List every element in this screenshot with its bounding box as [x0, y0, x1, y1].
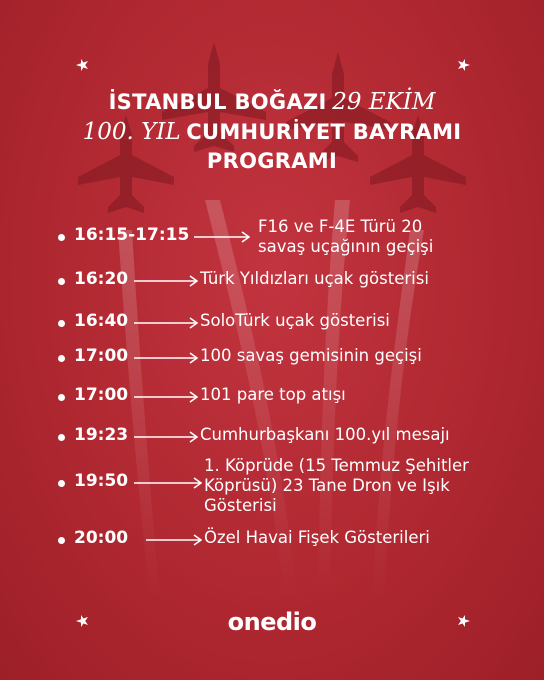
- event-description: 100 savaş gemisinin geçişi: [200, 346, 422, 365]
- bullet: [58, 278, 65, 285]
- event-line: F16 ve F-4E Türü 20: [258, 217, 423, 236]
- arrow-icon: [134, 476, 202, 490]
- event-line: 1. Köprüde (15 Temmuz Şehitler: [204, 456, 469, 475]
- event-line: Köprüsü) 23 Tane Dron ve Işık: [204, 475, 450, 495]
- title-line-2: [0, 118, 544, 148]
- event-time: 19:23: [74, 425, 129, 445]
- event-description: [258, 217, 433, 257]
- brand-logo: onedio: [227, 608, 317, 636]
- arrow-icon: [134, 430, 198, 444]
- bullet: [58, 355, 65, 362]
- bullet: [58, 234, 65, 241]
- event-time: 16:15-17:15: [74, 225, 190, 245]
- event-time: 17:00: [74, 385, 129, 405]
- bullet: [58, 434, 65, 441]
- event-description: Cumhurbaşkanı 100.yıl mesajı: [200, 425, 450, 444]
- title-anniversary: 100. YIL: [82, 118, 181, 145]
- turkish-flag-icon: [38, 38, 92, 92]
- bullet: [58, 537, 65, 544]
- arrow-icon: [134, 316, 198, 330]
- arrow-icon: [134, 274, 198, 288]
- title-line-1: [0, 88, 544, 118]
- event-time: 16:20: [74, 269, 129, 289]
- event-description: [204, 456, 469, 515]
- event-description: SoloTürk uçak gösterisi: [200, 311, 390, 330]
- bullet: [58, 480, 65, 487]
- title-program: PROGRAMI: [206, 148, 338, 173]
- title-holiday: CUMHURİYET BAYRAMI: [186, 119, 462, 144]
- arrow-icon: [146, 533, 202, 547]
- page-title: [0, 88, 544, 175]
- bullet: [58, 394, 65, 401]
- event-time: 20:00: [74, 528, 129, 548]
- turkish-flag-icon: [454, 38, 508, 92]
- arrow-icon: [134, 351, 198, 365]
- title-location: İSTANBUL BOĞAZI: [108, 90, 327, 114]
- bullet: [58, 320, 65, 327]
- arrow-icon: [134, 390, 198, 404]
- event-line: Gösterisi: [204, 495, 277, 515]
- arrow-icon: [194, 230, 250, 244]
- event-time: 19:50: [74, 471, 129, 491]
- event-description: Türk Yıldızları uçak gösterisi: [200, 269, 429, 288]
- title-date: 29 EKİM: [332, 89, 436, 115]
- event-time: 17:00: [74, 346, 129, 366]
- event-time: 16:40: [74, 311, 129, 331]
- title-line-3: [0, 148, 544, 175]
- event-description: 101 pare top atışı: [200, 385, 346, 404]
- event-line: savaş uçağının geçişi: [258, 236, 434, 256]
- event-description: Özel Havai Fişek Gösterileri: [204, 528, 430, 547]
